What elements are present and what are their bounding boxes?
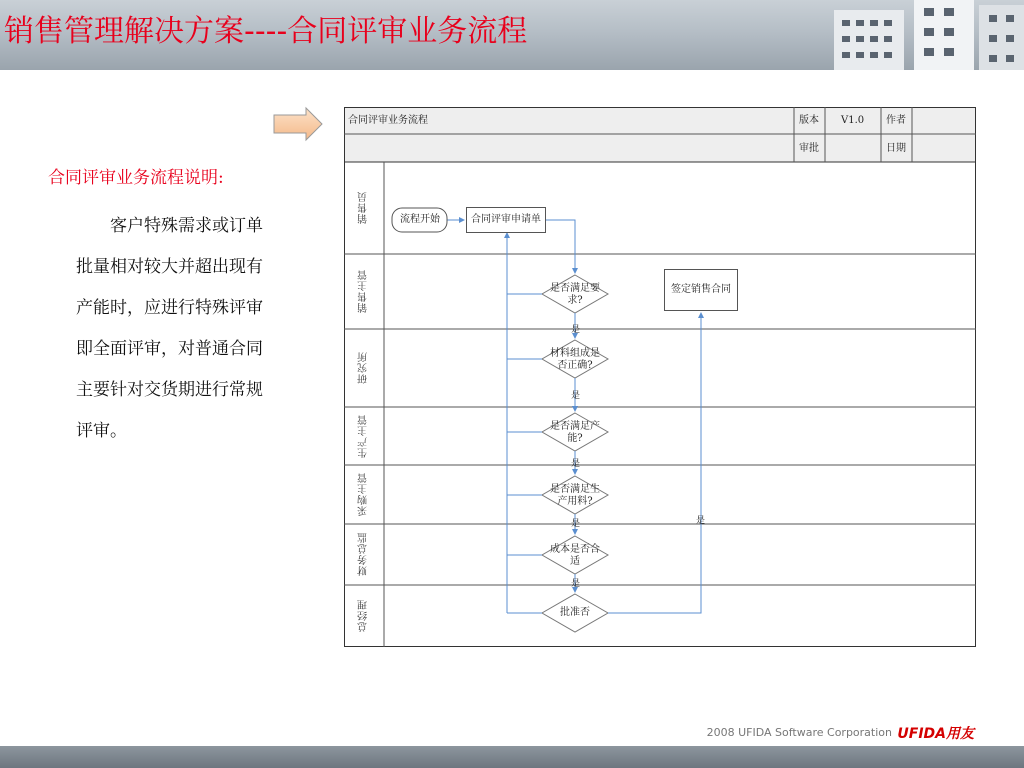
building-graphic: [794, 0, 1024, 70]
decision-approve: 批准否: [560, 607, 590, 618]
lane-label: 研究所: [358, 351, 370, 385]
decision-production-materials: 是否满足生产用料?: [550, 484, 600, 507]
footer-corporation: 2008 UFIDA Software Corporation: [706, 726, 892, 739]
lane-label: 采购主管: [358, 472, 370, 517]
description-line: 批量相对较大并超出现有: [76, 257, 263, 277]
yes-label: 是: [571, 325, 581, 335]
description-title: 合同评审业务流程说明:: [48, 168, 224, 188]
date-label: 日期: [886, 143, 906, 154]
description-line: 产能时，应进行特殊评审: [76, 298, 263, 318]
yes-label: 是: [696, 516, 706, 526]
lane-label: 财务总监: [358, 532, 370, 577]
decision-requirements: 是否满足要求?: [550, 283, 600, 306]
description-body: [76, 206, 316, 452]
header-banner: [0, 0, 1024, 70]
flowchart: [344, 107, 976, 647]
request-node: 合同评审申请单: [466, 207, 546, 233]
description-line: 客户特殊需求或订单: [110, 216, 263, 236]
lane-label: 生产主管: [358, 414, 370, 458]
sign-contract-node: 签定销售合同: [664, 269, 738, 311]
flowchart-title: 合同评审业务流程: [348, 115, 428, 126]
version-value: V1.0: [841, 115, 865, 126]
approve-label: 审批: [799, 143, 819, 154]
yes-label: 是: [571, 519, 581, 529]
decision-capacity: 是否满足产能?: [550, 421, 600, 444]
decision-cost: 成本是否合适: [550, 544, 600, 567]
yes-label: 是: [571, 459, 581, 469]
lane-label: 销售主管: [358, 269, 370, 314]
decision-materials: 材料组成是否正确?: [550, 348, 600, 371]
ufida-logo: UFIDA用友: [897, 726, 974, 742]
version-label: 版本: [799, 115, 819, 126]
lane-label: 总经理: [358, 599, 370, 633]
yes-label: 是: [571, 391, 581, 401]
description-line: 主要针对交货期进行常规: [76, 380, 263, 400]
page-title: 销售管理解决方案----合同评审业务流程: [4, 14, 528, 49]
yes-label: 是: [571, 579, 581, 589]
right-arrow-icon: [272, 106, 324, 142]
description-line: 评审。: [76, 421, 127, 441]
author-label: 作者: [886, 115, 906, 126]
start-node: 流程开始: [400, 214, 440, 225]
description-line: 即全面评审，对普通合同: [76, 339, 263, 359]
lane-label: 销售员: [358, 191, 370, 225]
flowchart-lines: [344, 107, 976, 647]
footer-bar: [0, 746, 1024, 768]
